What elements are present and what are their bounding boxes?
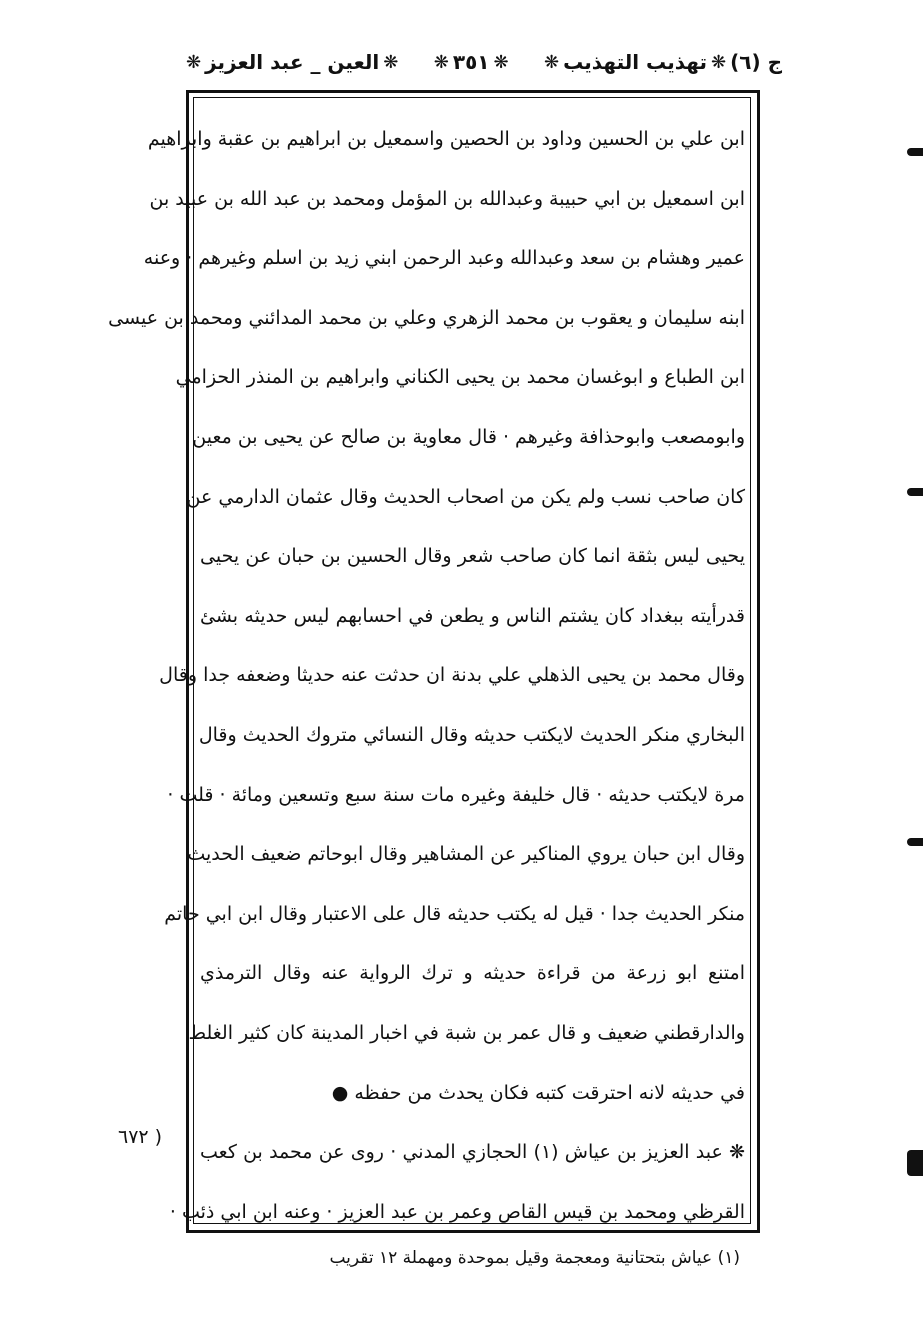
page-edge-mark [907, 488, 923, 496]
text-line: ابن علي بن الحسين وداود بن الحصين واسمعيل بن ابراهيم بن عقبة وابراهيم [147, 128, 745, 150]
section-title: العين _ عبد العزيز [205, 50, 380, 74]
text-line: ابنه سليمان و يعقوب بن محمد الزهري وعلي بن محمد المدائني ومحمد بن عيسى [108, 306, 745, 329]
entry-number: ( ٦٧٢ [118, 1126, 163, 1148]
text-line: القرظي ومحمد بن قيس القاص وعمر بن عبد العزيز · وعنه ابن ابي ذئب · [169, 1200, 745, 1223]
entry-heading-line [200, 1123, 745, 1183]
text-line: يحيى ليس بثقة انما كان صاحب شعر وقال الحسين بن حبان عن يحيى [200, 545, 745, 568]
text-line-content: في حديثه لانه احترقت كتبه فكان يحدث من حفظه [354, 1081, 745, 1104]
page-edge-mark [907, 148, 923, 156]
text-line: عمير وهشام بن سعد وعبدالله وعبد الرحمن ابني زيد بن اسلم وغيرهم · وعنه [143, 247, 745, 270]
footnote: (١) عياش بتحتانية ومعجمة وقيل بموحدة ومهملة ١٢ تقريب [329, 1248, 740, 1268]
text-line: ابن اسمعيل بن ابي حبيبة وعبدالله بن المؤمل ومحمد بن عبد الله بن عبيد بن [149, 187, 745, 210]
rosette-icon: ❋ [544, 51, 560, 73]
text-line: البخاري منكر الحديث لايكتب حديثه وقال النسائي متروك الحديث وقال [198, 723, 745, 746]
text-line: منكر الحديث جدا · قيل له يكتب حديثه قال على الاعتبار وقال ابن ابي حاتم [164, 902, 745, 925]
text-line: وقال ابن حبان يروي المناكير عن المشاهير وقال ابوحاتم ضعيف الحديث [187, 843, 745, 866]
end-mark-icon: ● [331, 1081, 349, 1104]
rosette-icon: ❋ [433, 51, 449, 73]
text-line: امتنع ابو زرعة من قراءة حديثه و ترك الرواية عنه وقال الترمذي [200, 962, 745, 985]
text-line: وقال محمد بن يحيى الذهلي علي بدنة ان حدثت عنه حديثا وضعفه جدا وقال [159, 664, 745, 687]
text-line: قدرأيته ببغداد كان يشتم الناس و يطعن في احسابهم ليس حديثه بشئ [200, 604, 745, 627]
text-line: كان صاحب نسب ولم يكن من اصحاب الحديث وقال عثمان الدارمي عن [186, 485, 745, 508]
text-line-with-end-mark [200, 1064, 745, 1124]
page-number: ٣٥١ [452, 50, 490, 74]
running-header [182, 40, 782, 84]
rosette-icon: ❋ [186, 51, 202, 73]
volume-label: ج (٦) [730, 50, 782, 74]
text-line: ابن الطباع و ابوغسان محمد بن يحيى الكناني وابراهيم بن المنذر الحزامي [175, 366, 745, 389]
text-line: وابومصعب وابوحذافة وغيرهم · قال معاوية بن صالح عن يحيى بن معين [192, 425, 745, 448]
rosette-icon: ❋ [493, 51, 509, 73]
entry-text: عبد العزيز بن عياش (١) الحجازي المدني · روى عن محمد بن كعب [200, 1141, 723, 1164]
text-line: والدارقطني ضعيف و قال عمر بن شبة في اخبار المدينة كان كثير الغلط [188, 1021, 745, 1044]
page-edge-mark [907, 838, 923, 846]
text-line: مرة لايكتب حديثه · قال خليفة وغيره مات سنة سبع وتسعين ومائة · قلت · [167, 783, 745, 806]
book-title: تهذيب التهذيب [563, 50, 708, 74]
page-edge-mark [907, 1150, 923, 1176]
rosette-icon: ❋ [711, 51, 727, 73]
rosette-icon: ❋ [383, 51, 399, 73]
entry-start-rosette-icon: ❋ [729, 1141, 745, 1164]
